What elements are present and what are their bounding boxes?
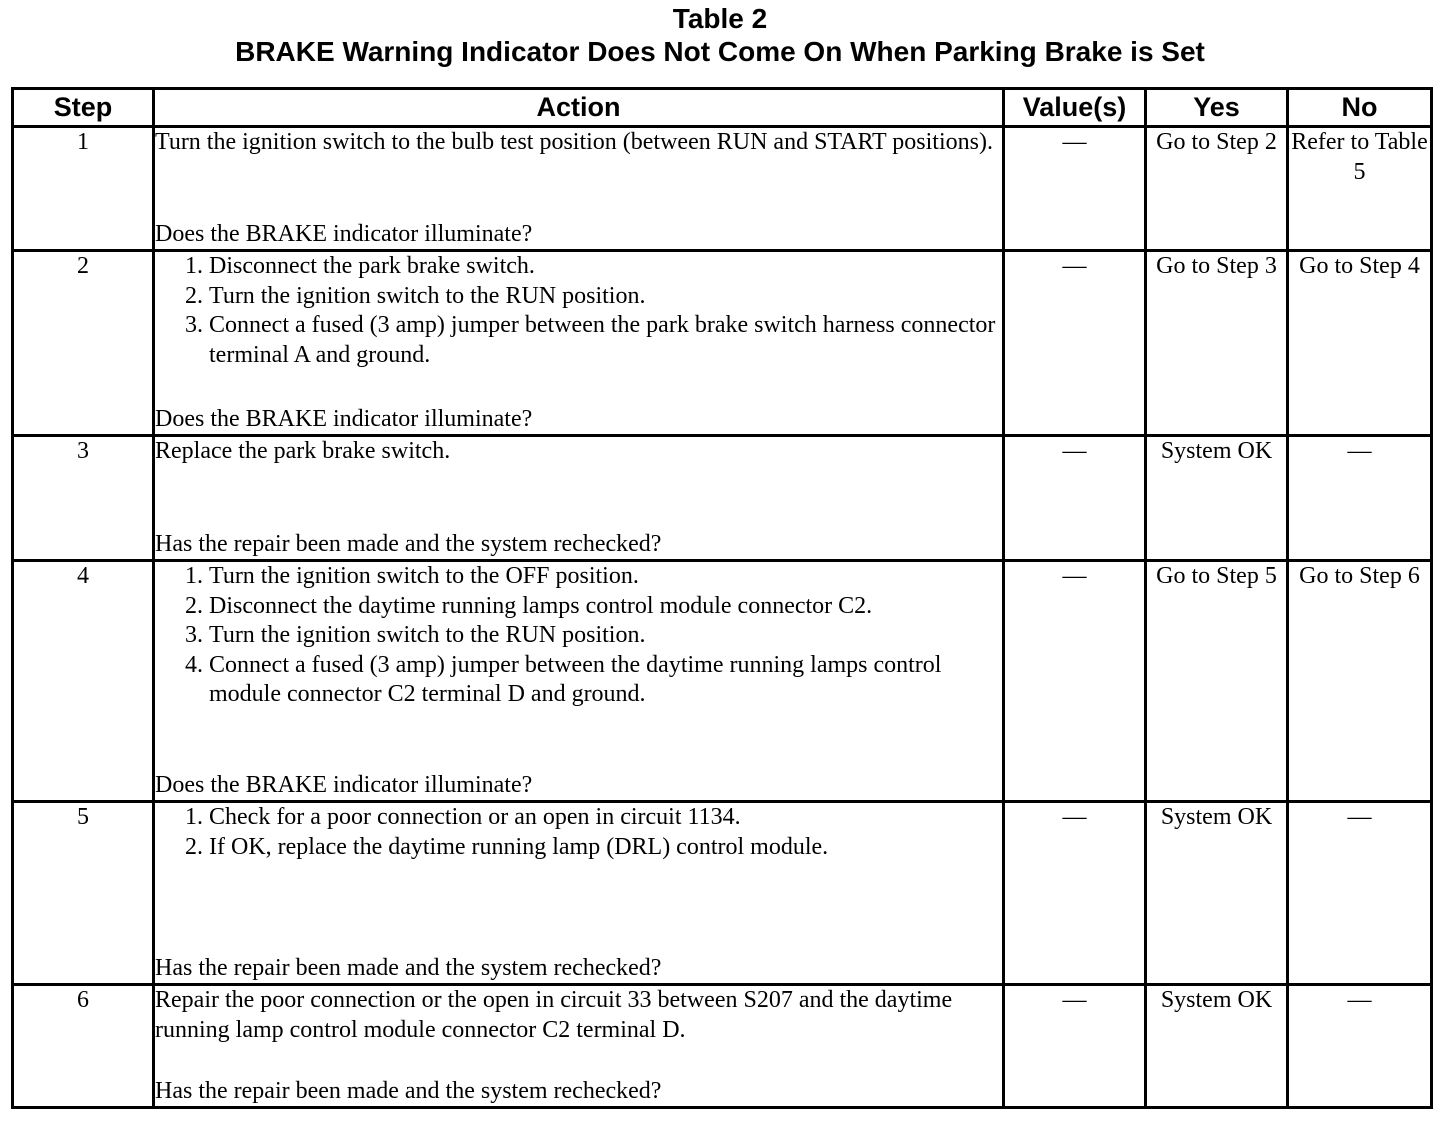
- table-row: [13, 985, 1432, 1108]
- yes-cell: System OK: [1146, 985, 1288, 1108]
- step-number: 6: [13, 985, 154, 1108]
- action-cell: [154, 436, 1004, 561]
- action-text: Repair the poor connection or the open in circuit 33 between S207 and the daytime running lamp control module connector C2 terminal D.: [155, 987, 953, 1043]
- action-steps: [155, 562, 1002, 710]
- step-number: 2: [13, 251, 154, 436]
- action-step: 1. Check for a poor connection or an open in circuit 1134.: [209, 803, 1002, 833]
- column-header-action: Action: [154, 89, 1004, 127]
- column-header-step: Step: [13, 89, 154, 127]
- table-row: [13, 561, 1432, 802]
- no-cell: Go to Step 6: [1288, 561, 1432, 802]
- action-step: 1. Disconnect the park brake switch.: [209, 252, 1002, 282]
- column-header-values: Value(s): [1004, 89, 1146, 127]
- no-cell: Refer to Table 5: [1288, 127, 1432, 251]
- value-cell: —: [1004, 561, 1146, 802]
- value-cell: —: [1004, 436, 1146, 561]
- action-question: Does the BRAKE indicator illuminate?: [155, 771, 533, 798]
- table-row: [13, 436, 1432, 561]
- action-cell: [154, 802, 1004, 985]
- action-cell: [154, 561, 1004, 802]
- yes-cell: System OK: [1146, 802, 1288, 985]
- action-cell: [154, 127, 1004, 251]
- column-header-no: No: [1288, 89, 1432, 127]
- no-cell: —: [1288, 802, 1432, 985]
- table-row: [13, 127, 1432, 251]
- value-cell: —: [1004, 985, 1146, 1108]
- action-step: 3. Connect a fused (3 amp) jumper between the park brake switch harness connector terminal A and ground.: [209, 311, 1002, 370]
- action-cell: [154, 985, 1004, 1108]
- no-cell: —: [1288, 436, 1432, 561]
- action-step: 4. Connect a fused (3 amp) jumper between the daytime running lamps control module connector C2 terminal D and ground.: [209, 651, 1002, 710]
- action-steps: [155, 803, 1002, 862]
- no-cell: —: [1288, 985, 1432, 1108]
- table-row: [13, 251, 1432, 436]
- diagnostic-table: [11, 87, 1433, 1109]
- action-step: 3. Turn the ignition switch to the RUN position.: [209, 621, 1002, 651]
- action-step: 2. Disconnect the daytime running lamps control module connector C2.: [209, 592, 1002, 622]
- step-number: 3: [13, 436, 154, 561]
- yes-cell: Go to Step 2: [1146, 127, 1288, 251]
- action-text: Turn the ignition switch to the bulb test position (between RUN and START positions).: [155, 129, 993, 155]
- table-title: BRAKE Warning Indicator Does Not Come On When Parking Brake is Set: [235, 36, 1205, 67]
- yes-cell: System OK: [1146, 436, 1288, 561]
- action-question: Has the repair been made and the system rechecked?: [155, 954, 662, 981]
- action-text: Replace the park brake switch.: [155, 438, 451, 464]
- yes-cell: Go to Step 3: [1146, 251, 1288, 436]
- value-cell: —: [1004, 802, 1146, 985]
- step-number: 1: [13, 127, 154, 251]
- table-row: [13, 802, 1432, 985]
- action-step: 2. If OK, replace the daytime running lamp (DRL) control module.: [209, 833, 1002, 863]
- yes-cell: Go to Step 5: [1146, 561, 1288, 802]
- header-row: [13, 89, 1432, 127]
- step-number: 4: [13, 561, 154, 802]
- action-step: 2. Turn the ignition switch to the RUN position.: [209, 282, 1002, 312]
- value-cell: —: [1004, 127, 1146, 251]
- table-number: Table 2: [672, 3, 768, 34]
- action-question: Does the BRAKE indicator illuminate?: [155, 405, 533, 432]
- action-question: Does the BRAKE indicator illuminate?: [155, 220, 533, 247]
- no-cell: Go to Step 4: [1288, 251, 1432, 436]
- action-question: Has the repair been made and the system rechecked?: [155, 530, 662, 557]
- value-cell: —: [1004, 251, 1146, 436]
- action-steps: [155, 252, 1002, 370]
- action-step: 1. Turn the ignition switch to the OFF position.: [209, 562, 1002, 592]
- column-header-yes: Yes: [1146, 89, 1288, 127]
- action-question: Has the repair been made and the system rechecked?: [155, 1077, 662, 1104]
- step-number: 5: [13, 802, 154, 985]
- action-cell: [154, 251, 1004, 436]
